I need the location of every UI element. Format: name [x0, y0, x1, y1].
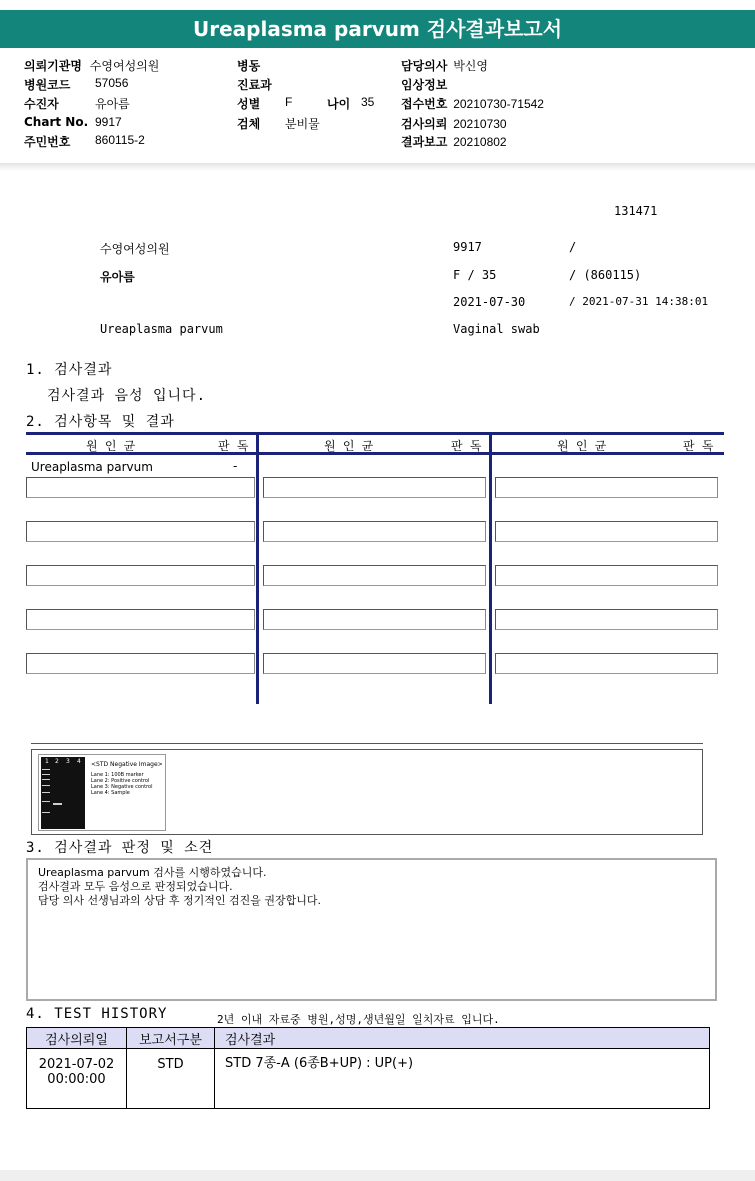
result-cell [263, 609, 486, 630]
result-cell [26, 653, 255, 674]
patient-row [24, 95, 130, 112]
patient-label: 수진자 [24, 97, 59, 111]
dept-label: 진료과 [237, 78, 272, 92]
history-note: 2년 이내 자료중 병원,성명,생년월일 일치자료 입니다. [217, 1013, 500, 1026]
hospital-code-label: 병원코드 [24, 78, 71, 92]
gel-caption: Lane 4: Sample [91, 790, 130, 796]
doctor-value: 박신영 [453, 59, 488, 73]
col-organism-2: 원 인 균 [324, 439, 374, 453]
history-time: 00:00:00 [47, 1072, 106, 1087]
result-cell [495, 609, 718, 630]
history-header-type: 보고서구분 [127, 1028, 215, 1049]
specimen-row [237, 115, 320, 132]
chart-value: 9917 [95, 115, 122, 129]
gel-photo [41, 757, 85, 829]
summary-date-request: 2021-07-30 [453, 295, 526, 309]
receipt-row [401, 95, 544, 112]
chart-label: Chart No. [24, 115, 89, 129]
header-divider [0, 163, 755, 171]
row1-result: - [233, 459, 238, 473]
sex-label: 성별 [237, 97, 261, 111]
result-cell [263, 521, 486, 542]
gel-title: <STD Negative Image> [91, 761, 163, 768]
ladder-band [42, 785, 50, 786]
rrn-row [24, 133, 145, 150]
receipt-value: 20210730-71542 [453, 97, 544, 111]
summary-institution: 수영여성의원 [100, 242, 170, 256]
doctor-label: 담당의사 [401, 59, 448, 73]
summary-birth: / (860115) [569, 268, 642, 282]
result-cell [495, 565, 718, 586]
lane-number: 1 [45, 758, 49, 765]
opinion-line: 담당 의사 선생님과의 상담 후 정기적인 검진을 권장합니다. [38, 894, 321, 907]
result-cell [263, 565, 486, 586]
result-cell [26, 521, 255, 542]
receipt-label: 접수번호 [401, 97, 448, 111]
summary-sex-age: F / 35 [453, 268, 497, 282]
section1-text: 검사결과 음성 입니다. [47, 388, 207, 404]
history-table [26, 1027, 710, 1109]
sex-value: F [285, 95, 293, 109]
ladder-band [42, 792, 50, 793]
result-cell [495, 521, 718, 542]
lane-number: 4 [77, 758, 81, 765]
section4-title: 4. TEST HISTORY [26, 1006, 168, 1022]
result-cell [26, 609, 255, 630]
ward-row [237, 57, 260, 74]
opinion-line: Ureaplasma parvum 검사를 시행하였습니다. [38, 866, 267, 879]
age-label: 나이 [327, 97, 351, 111]
history-type: STD [127, 1049, 215, 1109]
gel-image [38, 754, 166, 831]
history-result: STD 7종-A (6종B+UP) : UP(+) [215, 1049, 710, 1109]
result-cell [495, 653, 718, 674]
result-cell [26, 477, 255, 498]
report-value: 20210802 [453, 135, 507, 149]
summary-slash: / [569, 240, 577, 254]
section3-title: 3. 검사결과 판정 및 소견 [26, 840, 214, 856]
opinion-box [26, 858, 717, 1001]
age-value: 35 [361, 95, 375, 109]
hospital-code-value: 57056 [95, 76, 129, 90]
institution-label: 의뢰기관명 [24, 59, 82, 73]
ward-label: 병동 [237, 59, 261, 73]
history-header-date: 검사의뢰일 [27, 1028, 127, 1049]
summary-date-report: / 2021-07-31 14:38:01 [569, 295, 709, 308]
request-row [401, 115, 507, 132]
ladder-band [42, 801, 50, 802]
results-table-divider-1 [256, 432, 259, 704]
summary-chart: 9917 [453, 240, 482, 254]
result-cell [263, 477, 486, 498]
summary-patient: 유아름 [100, 270, 135, 284]
clinical-label: 임상정보 [401, 78, 448, 92]
positive-band [53, 803, 62, 805]
result-cell [26, 565, 255, 586]
report-row [401, 133, 507, 150]
gel-caption: Lane 2: Positive control [91, 778, 150, 784]
history-date: 2021-07-02 [38, 1057, 115, 1072]
lane-number: 3 [66, 758, 70, 765]
report-title: Ureaplasma parvum 검사결과보고서 [0, 10, 755, 48]
col-organism-3: 원 인 균 [557, 439, 607, 453]
specimen-label: 검체 [237, 117, 261, 131]
history-header-result: 검사결과 [215, 1028, 710, 1049]
doctor-row [401, 57, 488, 74]
institution-row [24, 57, 159, 74]
history-date-cell [27, 1049, 127, 1109]
request-label: 검사의뢰 [401, 117, 448, 131]
col-result-3: 판 독 [683, 439, 714, 453]
result-cell [495, 477, 718, 498]
section2-title: 2. 검사항목 및 결과 [26, 414, 175, 430]
section1-title: 1. 검사결과 [26, 362, 113, 378]
image-top-rule [31, 743, 703, 744]
chart-row [24, 115, 122, 129]
patient-value: 유아름 [95, 97, 130, 111]
gel-caption: Lane 1: 100B marker [91, 772, 144, 778]
col-result-2: 판 독 [451, 439, 482, 453]
summary-test: Ureaplasma parvum [100, 322, 223, 336]
clinical-row [401, 76, 447, 93]
summary-number: 131471 [614, 204, 658, 218]
lane-number: 2 [55, 758, 59, 765]
summary-specimen: Vaginal swab [453, 322, 540, 336]
institution-value: 수영여성의원 [89, 59, 160, 73]
hospital-code-row [24, 76, 129, 93]
footer-band [0, 1170, 755, 1181]
rrn-value: 860115-2 [95, 133, 145, 147]
results-table-divider-2 [489, 432, 492, 704]
specimen-value: 분비물 [285, 117, 320, 131]
sex-row [237, 95, 375, 112]
ladder-band [42, 769, 50, 770]
request-value: 20210730 [453, 117, 507, 131]
col-organism-1: 원 인 균 [86, 439, 136, 453]
results-table-top-rule [26, 432, 724, 435]
rrn-label: 주민번호 [24, 135, 71, 149]
col-result-1: 판 독 [218, 439, 249, 453]
ladder-band [42, 774, 50, 775]
ladder-band [42, 779, 50, 780]
opinion-line: 검사결과 모두 음성으로 판정되었습니다. [38, 880, 233, 893]
dept-row [237, 76, 272, 93]
ladder-band [42, 812, 50, 813]
row1-organism: Ureaplasma parvum [31, 460, 153, 474]
report-label: 결과보고 [401, 135, 448, 149]
result-cell [263, 653, 486, 674]
gel-caption: Lane 3: Negative control [91, 784, 153, 790]
